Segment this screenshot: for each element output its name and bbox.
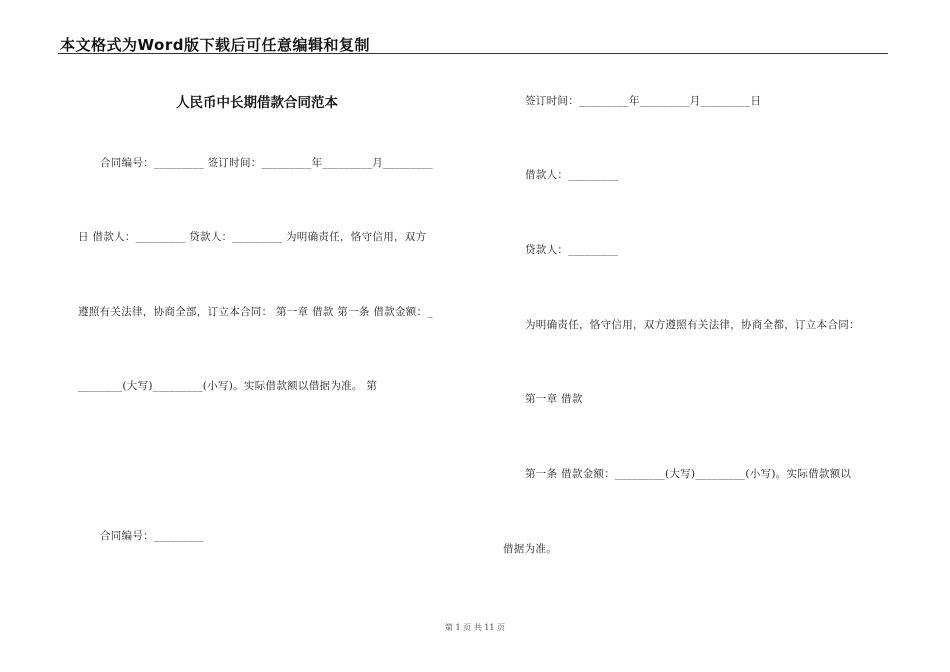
- left-paragraph-line: 合同编号：_________: [100, 530, 204, 542]
- page-number: 第 1 页 共 11 页: [445, 623, 505, 632]
- right-paragraph-line: 为明确责任，恪守信用，双方遵照有关法律，协商全都，订立本合同：: [525, 319, 860, 331]
- left-paragraph-line: 遵照有关法律，协商全部，订立本合同： 第一章 借款 第一条 借款金额：_: [78, 306, 433, 318]
- right-paragraph-line: 第一条 借款金额：_________(大写)_________(小写)。实际借款额以: [525, 468, 852, 480]
- right-paragraph-line: 第一章 借款: [525, 393, 583, 405]
- header-divider: [58, 53, 888, 54]
- right-paragraph-line: 签订时间：_________年_________月_________日: [525, 95, 762, 107]
- document-title: 人民币中长期借款合同范本: [176, 95, 338, 111]
- right-paragraph-line: 借据为准。: [503, 543, 557, 555]
- left-paragraph-line: ________(大写)_________(小写)。实际借款额以借据为准。 第: [78, 380, 378, 392]
- left-paragraph-line: 合同编号：_________ 签订时间：_________年_________月_________: [100, 157, 434, 169]
- left-paragraph-line: 日 借款人：_________ 贷款人：_________ 为明确责任，恪守信用，双方: [78, 231, 427, 243]
- right-paragraph-line: 借款人：_________: [525, 169, 619, 181]
- right-paragraph-line: 贷款人：_________: [525, 244, 619, 256]
- download-banner: 本文格式为Word版下载后可任意编辑和复制: [60, 36, 370, 54]
